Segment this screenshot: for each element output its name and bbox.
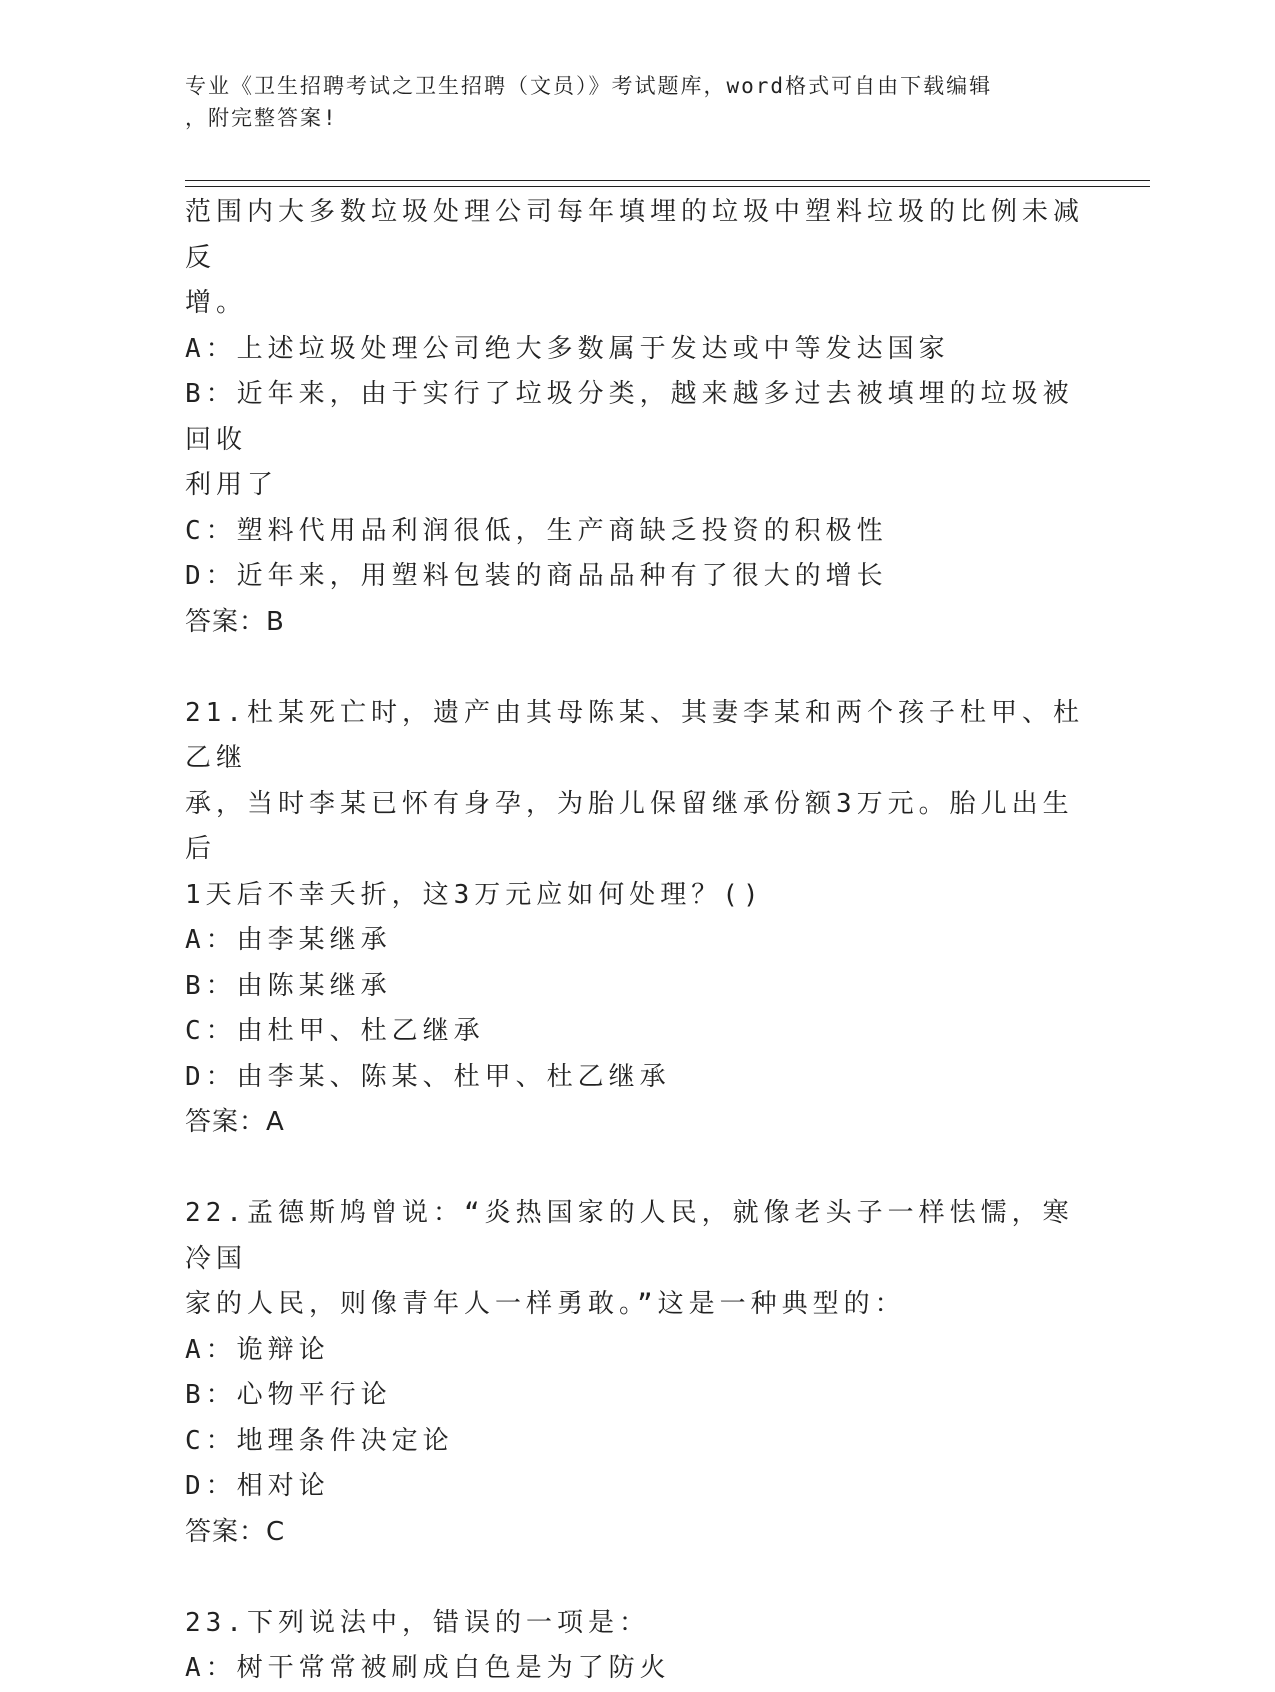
question-22 [185, 1191, 1085, 1555]
spacer [185, 1555, 1085, 1601]
question-text: 23.下列说法中，错误的一项是： [185, 1607, 650, 1638]
option-d: D：相对论 [185, 1471, 330, 1501]
option-a: A：诡辩论 [185, 1334, 330, 1365]
option-a: A：上述垃圾处理公司绝大多数属于发达或中等发达国家 [185, 333, 950, 364]
option-a: A：由李某继承 [185, 925, 392, 955]
question-text: 承，当时李某已怀有身孕，为胎儿保留继承份额3万元。胎儿出生后 [185, 788, 1074, 864]
option-b: B：近年来，由于实行了垃圾分类，越来越多过去被填埋的垃圾被回收 [185, 379, 1074, 455]
option-b: B：心物平行论 [185, 1380, 392, 1410]
option-d: D：由李某、陈某、杜甲、杜乙继承 [185, 1061, 671, 1092]
question-text: 1天后不幸夭折，这3万元应如何处理？() [185, 879, 764, 910]
answer-line: 答案：B [185, 606, 285, 637]
question-text: 范围内大多数垃圾处理公司每年填埋的垃圾中塑料垃圾的比例未减反 [185, 197, 1085, 273]
header-line-2: ，附完整答案! [185, 106, 338, 130]
question-20 [185, 190, 1085, 645]
header-divider-bottom [185, 186, 1150, 187]
question-text: 家的人民，则像青年人一样勇敢。”这是一种典型的： [185, 1289, 906, 1319]
answer-line: 答案：C [185, 1516, 286, 1547]
question-text: 22.孟德斯鸠曾说：“炎热国家的人民，就像老头子一样怯懦，寒冷国 [185, 1198, 1074, 1274]
spacer [185, 645, 1085, 691]
question-text: 增。 [185, 288, 248, 318]
question-21 [185, 691, 1085, 1146]
option-c: C：地理条件决定论 [185, 1425, 454, 1456]
document-body [185, 190, 1085, 1692]
option-c: C：塑料代用品利润很低，生产商缺乏投资的积极性 [185, 515, 888, 546]
spacer [185, 1146, 1085, 1192]
question-text: 21.杜某死亡时，遗产由其母陈某、其妻李某和两个孩子杜甲、杜乙继 [185, 697, 1084, 773]
option-d: D：近年来，用塑料包装的商品品种有了很大的增长 [185, 561, 888, 591]
header-divider-top [185, 180, 1150, 181]
option-b: B：由陈某继承 [185, 970, 392, 1001]
option-a: A：树干常常被刷成白色是为了防火 [185, 1653, 671, 1683]
answer-line: 答案：A [185, 1107, 285, 1137]
document-header [185, 70, 1085, 134]
header-line-1: 专业《卫生招聘考试之卫生招聘（文员）》考试题库，word格式可自由下载编辑 [185, 74, 993, 98]
question-23 [185, 1601, 1085, 1692]
option-c: C：由杜甲、杜乙继承 [185, 1016, 485, 1046]
option-b-continued: 利用了 [185, 470, 279, 500]
